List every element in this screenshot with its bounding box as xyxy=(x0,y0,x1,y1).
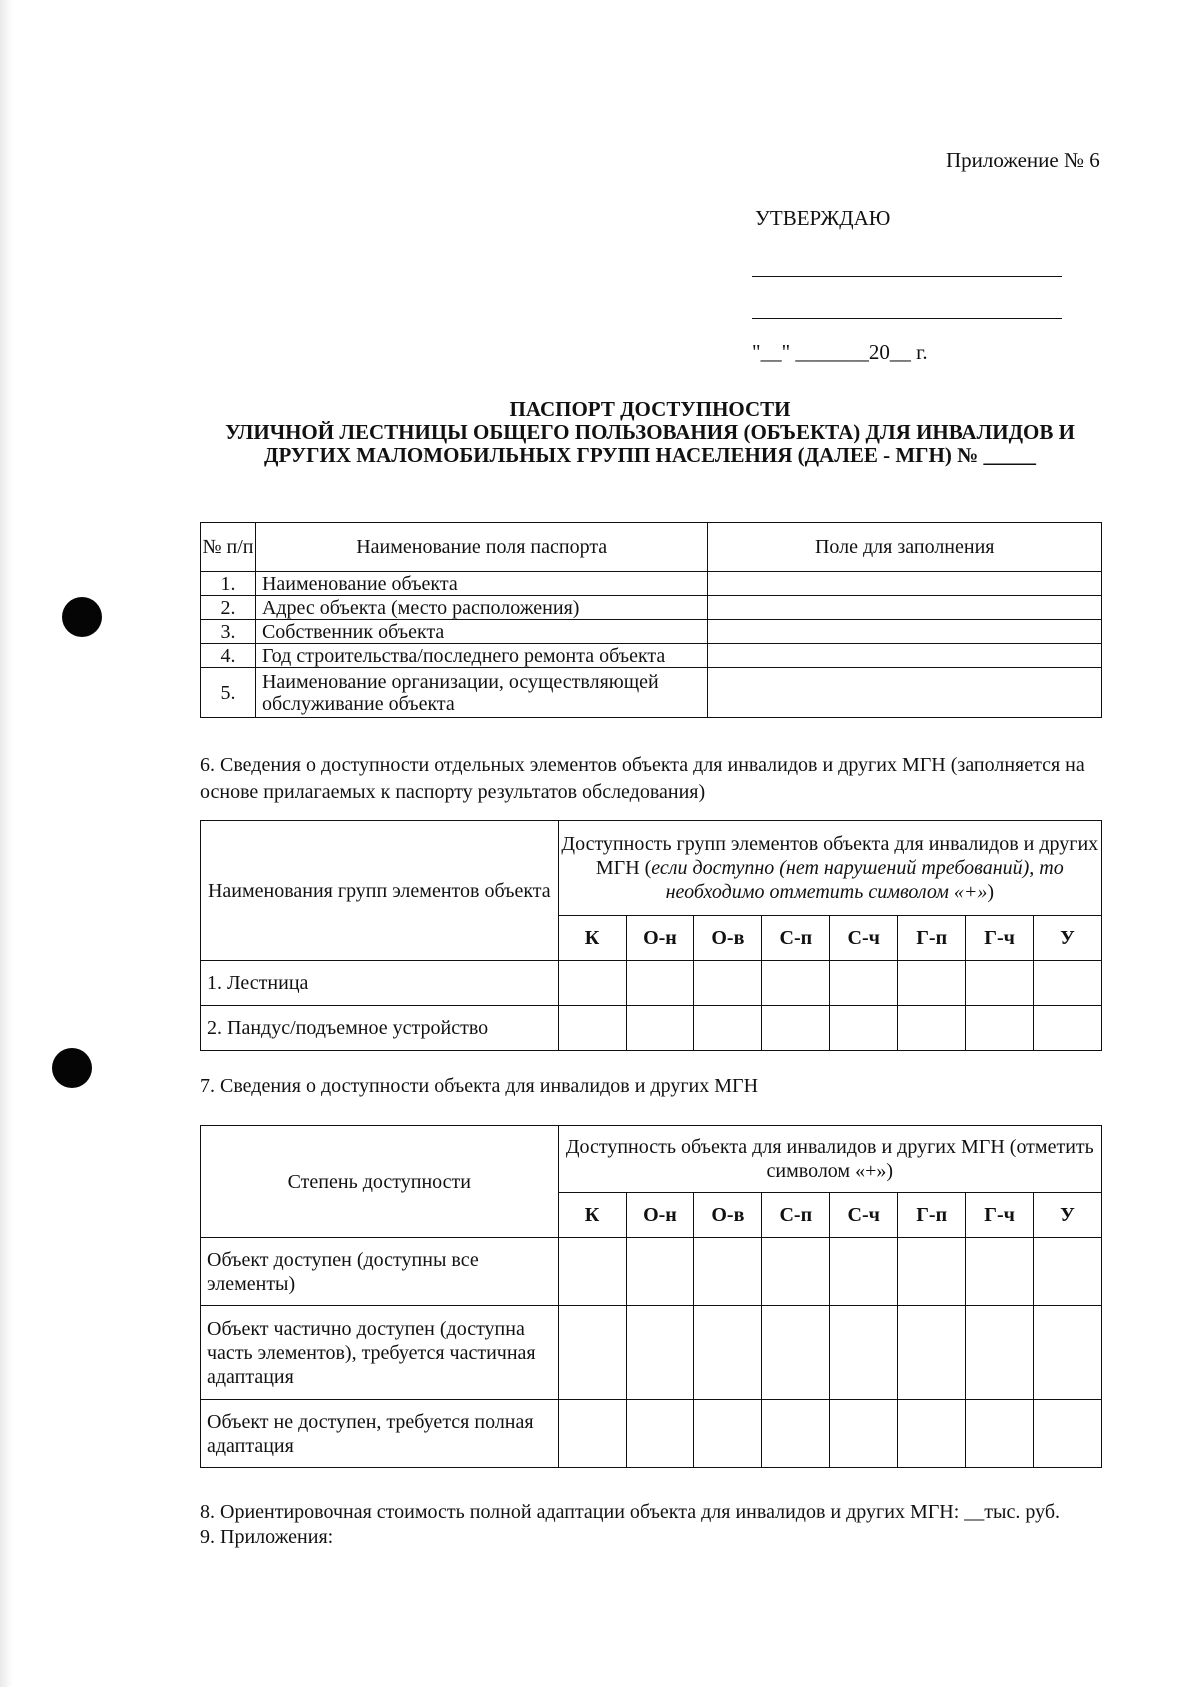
degree-name: Объект частично доступен (доступна часть элементов), требуется частичная адаптация xyxy=(201,1306,559,1400)
mark-cell[interactable] xyxy=(966,1400,1034,1468)
mark-cell[interactable] xyxy=(558,1306,626,1400)
mark-cell[interactable] xyxy=(626,1238,694,1306)
mark-cell[interactable] xyxy=(1034,1306,1102,1400)
mark-cell[interactable] xyxy=(830,961,898,1006)
element-group-name: 2. Пандус/подъемное устройство xyxy=(201,1006,559,1051)
row-number: 3. xyxy=(201,620,256,644)
row-number: 5. xyxy=(201,668,256,718)
table-row xyxy=(201,644,1102,668)
mark-cell[interactable] xyxy=(694,1006,762,1051)
mark-cell[interactable] xyxy=(694,1400,762,1468)
row-field-value[interactable] xyxy=(708,644,1102,668)
access-header-close: ) xyxy=(987,881,995,903)
mark-cell[interactable] xyxy=(762,1006,830,1051)
code-o-n: О-н xyxy=(626,1193,694,1238)
group-names-header: Наименования групп элементов объекта xyxy=(201,821,559,961)
approve-label: УТВЕРЖДАЮ xyxy=(755,206,891,230)
mark-cell[interactable] xyxy=(830,1238,898,1306)
row-field-value[interactable] xyxy=(708,668,1102,718)
access-header-italic: если доступно (нет нарушений требований), то необходимо отметить символом «+» xyxy=(651,857,1064,903)
title-line-1: ПАСПОРТ ДОСТУПНОСТИ xyxy=(509,397,791,421)
section-9-text: 9. Приложения: xyxy=(200,1526,334,1548)
row-field-value[interactable] xyxy=(708,596,1102,620)
code-s-ch: С-ч xyxy=(830,1193,898,1238)
code-s-p: С-п xyxy=(762,916,830,961)
elements-table-header xyxy=(201,821,1102,916)
row-number: 4. xyxy=(201,644,256,668)
mark-cell[interactable] xyxy=(898,1238,966,1306)
mark-cell[interactable] xyxy=(558,1006,626,1051)
table-row xyxy=(201,961,1102,1006)
row-number: 1. xyxy=(201,572,256,596)
code-g-ch: Г-ч xyxy=(966,916,1034,961)
row-field-name: Наименование организации, осуществляющей обслуживание объекта xyxy=(255,668,708,718)
elements-accessibility-table xyxy=(200,820,1102,1051)
header-field-name: Наименование поля паспорта xyxy=(255,523,708,572)
table-row xyxy=(201,1238,1102,1306)
mark-cell[interactable] xyxy=(1034,1006,1102,1051)
row-field-name: Год строительства/последнего ремонта объекта xyxy=(255,644,708,668)
code-u: У xyxy=(1034,1193,1102,1238)
mark-cell[interactable] xyxy=(558,1400,626,1468)
mark-cell[interactable] xyxy=(558,961,626,1006)
mark-cell[interactable] xyxy=(694,961,762,1006)
table-row xyxy=(201,572,1102,596)
table-row xyxy=(201,1400,1102,1468)
mark-cell[interactable] xyxy=(762,1306,830,1400)
table-row xyxy=(201,620,1102,644)
mark-cell[interactable] xyxy=(762,1238,830,1306)
code-o-n: О-н xyxy=(626,916,694,961)
mark-cell[interactable] xyxy=(694,1238,762,1306)
group-access-header xyxy=(558,821,1101,916)
row-number: 2. xyxy=(201,596,256,620)
mark-cell[interactable] xyxy=(762,1400,830,1468)
row-field-name: Собственник объекта xyxy=(255,620,708,644)
code-s-ch: С-ч xyxy=(830,916,898,961)
mark-cell[interactable] xyxy=(626,1400,694,1468)
table-row xyxy=(201,596,1102,620)
approval-date-line: "__" _______20__ г. xyxy=(752,340,928,364)
element-group-name: 1. Лестница xyxy=(201,961,559,1006)
degree-name: Объект не доступен, требуется полная адаптация xyxy=(201,1400,559,1468)
mark-cell[interactable] xyxy=(1034,961,1102,1006)
mark-cell[interactable] xyxy=(898,1006,966,1051)
scan-edge-shadow xyxy=(0,0,14,1687)
code-g-p: Г-п xyxy=(898,916,966,961)
mark-cell[interactable] xyxy=(898,1306,966,1400)
approver-name-line xyxy=(752,318,1062,319)
mark-cell[interactable] xyxy=(966,1006,1034,1051)
passport-table-header xyxy=(201,523,1102,572)
binder-hole-top xyxy=(62,597,102,637)
row-field-name: Наименование объекта xyxy=(255,572,708,596)
mark-cell[interactable] xyxy=(1034,1400,1102,1468)
mark-cell[interactable] xyxy=(966,1306,1034,1400)
code-u: У xyxy=(1034,916,1102,961)
code-g-p: Г-п xyxy=(898,1193,966,1238)
mark-cell[interactable] xyxy=(762,961,830,1006)
section-7-text: 7. Сведения о доступности объекта для инвалидов и других МГН xyxy=(200,1075,759,1097)
title-line-2: УЛИЧНОЙ ЛЕСТНИЦЫ ОБЩЕГО ПОЛЬЗОВАНИЯ (ОБЪЕКТА) ДЛЯ ИНВАЛИДОВ И xyxy=(225,420,1075,444)
mark-cell[interactable] xyxy=(626,1306,694,1400)
title-line-3: ДРУГИХ МАЛОМОБИЛЬНЫХ ГРУПП НАСЕЛЕНИЯ (ДАЛЕЕ - МГН) № _____ xyxy=(264,443,1036,467)
mark-cell[interactable] xyxy=(694,1306,762,1400)
mark-cell[interactable] xyxy=(1034,1238,1102,1306)
table-row xyxy=(201,1006,1102,1051)
table-row xyxy=(201,668,1102,718)
document-title xyxy=(190,398,1110,467)
mark-cell[interactable] xyxy=(830,1006,898,1051)
mark-cell[interactable] xyxy=(898,961,966,1006)
row-field-value[interactable] xyxy=(708,620,1102,644)
row-field-name: Адрес объекта (место расположения) xyxy=(255,596,708,620)
appendix-number: Приложение № 6 xyxy=(946,148,1100,172)
passport-table xyxy=(200,522,1102,718)
code-k: К xyxy=(558,916,626,961)
mark-cell[interactable] xyxy=(626,1006,694,1051)
section-8-9 xyxy=(200,1500,1060,1550)
code-o-v: О-в xyxy=(694,916,762,961)
mark-cell[interactable] xyxy=(966,1238,1034,1306)
table-row xyxy=(201,1306,1102,1400)
binder-hole-bottom xyxy=(52,1048,92,1088)
header-number: № п/п xyxy=(201,523,256,572)
approver-signature-line xyxy=(752,276,1062,277)
mark-cell[interactable] xyxy=(558,1238,626,1306)
row-field-value[interactable] xyxy=(708,572,1102,596)
code-o-v: О-в xyxy=(694,1193,762,1238)
degree-name: Объект доступен (доступны все элементы) xyxy=(201,1238,559,1306)
section-8-text: 8. Ориентировочная стоимость полной адаптации объекта для инвалидов и других МГН: __тыс. руб. xyxy=(200,1501,1060,1523)
code-s-p: С-п xyxy=(762,1193,830,1238)
header-field-value: Поле для заполнения xyxy=(708,523,1102,572)
mark-cell[interactable] xyxy=(626,961,694,1006)
object-table-header xyxy=(201,1126,1102,1193)
mark-cell[interactable] xyxy=(898,1400,966,1468)
mark-cell[interactable] xyxy=(966,961,1034,1006)
code-g-ch: Г-ч xyxy=(966,1193,1034,1238)
code-k: К xyxy=(558,1193,626,1238)
degree-header: Степень доступности xyxy=(201,1126,559,1238)
mark-cell[interactable] xyxy=(830,1306,898,1400)
object-access-header: Доступность объекта для инвалидов и других МГН (отметить символом «+») xyxy=(558,1126,1101,1193)
object-accessibility-table xyxy=(200,1125,1102,1468)
access-header-text: Доступность групп элементов объекта для инвалидов и других МГН ( xyxy=(561,833,1099,879)
mark-cell[interactable] xyxy=(830,1400,898,1468)
section-6-text: 6. Сведения о доступности отдельных элементов объекта для инвалидов и других МГН (заполняется на основе прилагаемых к паспорту результатов обследования) xyxy=(200,754,1085,803)
